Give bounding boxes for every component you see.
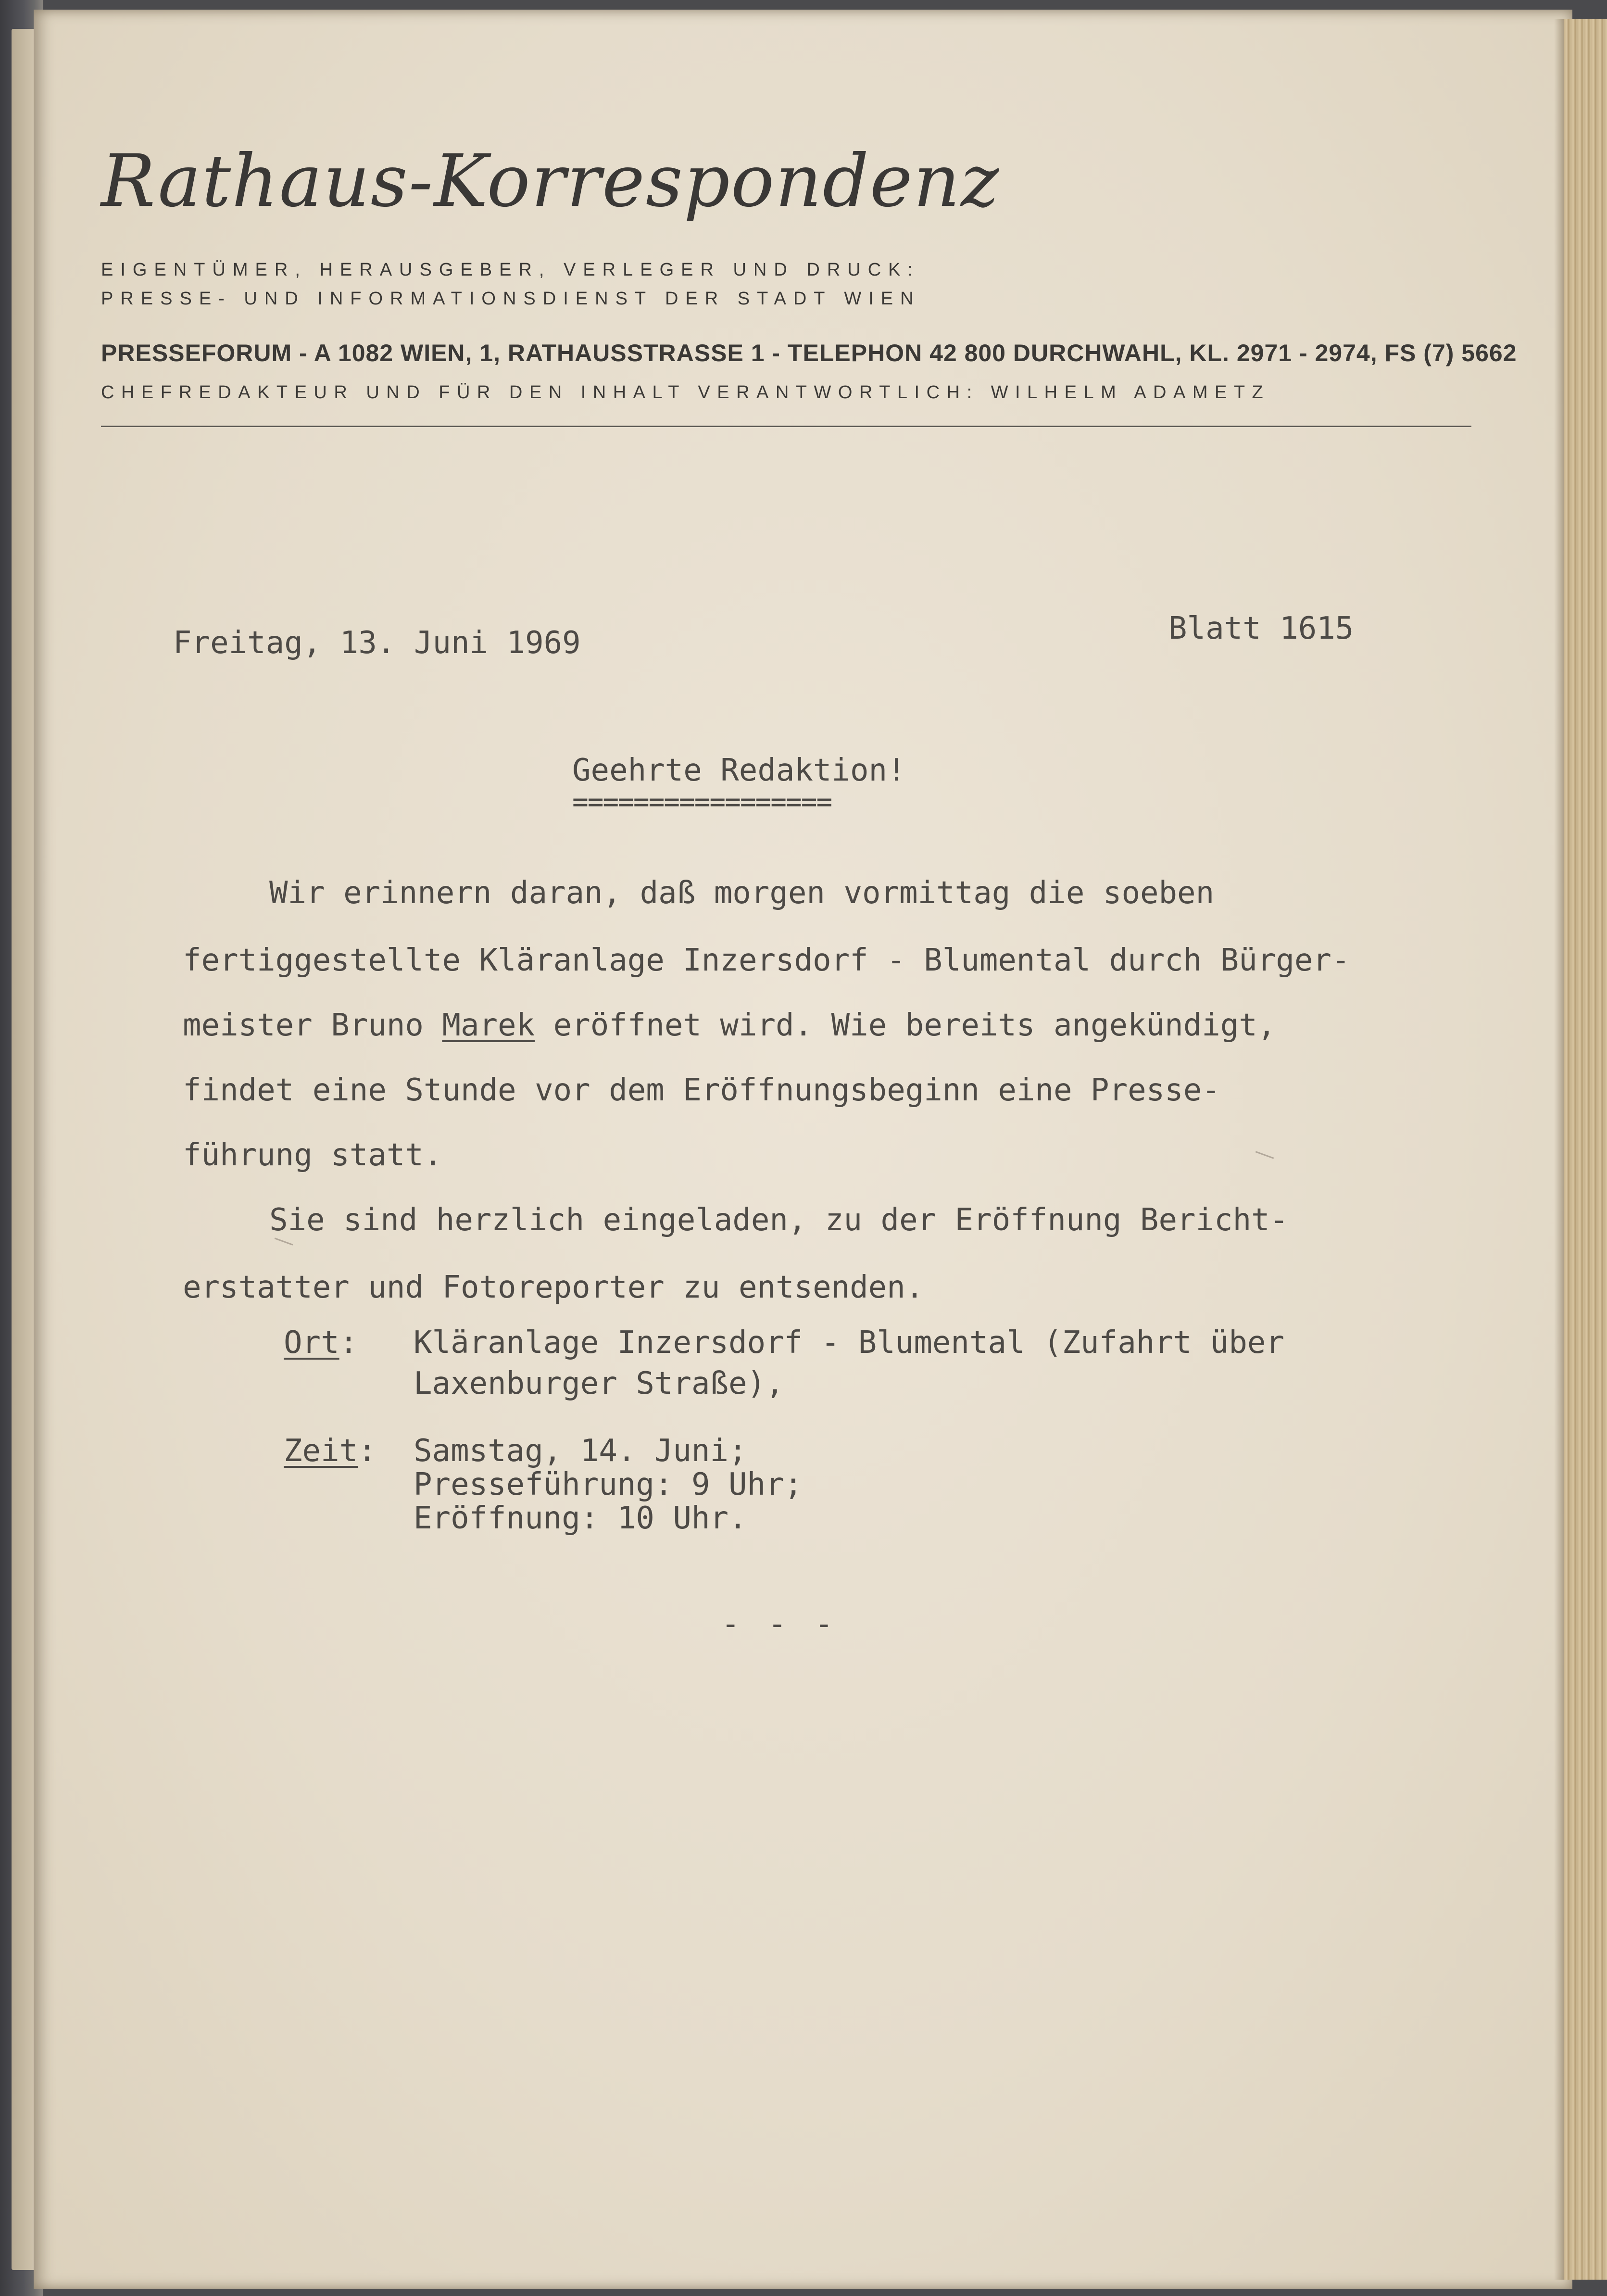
body-line: findet eine Stunde vor dem Eröffnungsbeginn eine Presse- <box>183 1072 1220 1108</box>
body-text: meister Bruno <box>183 1008 442 1043</box>
paper-smudge <box>275 1237 293 1246</box>
body-line: Sie sind herzlich eingeladen, zu der Eröffnung Bericht- <box>269 1202 1289 1238</box>
ort-label <box>284 1325 358 1361</box>
location-line: Laxenburger Straße), <box>414 1366 784 1401</box>
publisher-line: PRESSE- UND INFORMATIONSDIENST DER STADT WIEN <box>101 289 921 309</box>
body-line: fertiggestellte Kläranlage Inzersdorf - Blumental durch Bürger- <box>183 943 1350 978</box>
owner-line: EIGENTÜMER, HERAUSGEBER, VERLEGER UND DRUCK: <box>101 260 920 280</box>
zeit-label-text: Zeit <box>284 1433 358 1469</box>
zeit-label <box>284 1433 377 1469</box>
body-line: erstatter und Fotoreporter zu entsenden. <box>183 1270 924 1305</box>
document-date: Freitag, 13. Juni 1969 <box>173 625 581 661</box>
time-line: Presseführung: 9 Uhr; <box>414 1467 803 1502</box>
document-page <box>34 10 1572 2289</box>
time-line: Samstag, 14. Juni; <box>414 1433 747 1469</box>
page-edges <box>1564 19 1607 2280</box>
page-edges-shadow <box>1554 19 1564 2280</box>
address-line: PRESSEFORUM - A 1082 WIEN, 1, RATHAUSSTRASSE 1 - TELEPHON 42 800 DURCHWAHL, KL. 2971 - 2974, FS (7) 5662 <box>101 340 1517 366</box>
body-line <box>183 1008 1276 1043</box>
ort-label-text: Ort <box>284 1325 339 1361</box>
paper-smudge <box>1255 1151 1274 1159</box>
masthead-title: Rathaus-Korrespondenz <box>101 139 1000 223</box>
time-line: Eröffnung: 10 Uhr. <box>414 1501 747 1536</box>
ort-colon: : <box>339 1325 358 1361</box>
mayor-name: Marek <box>442 1008 535 1043</box>
body-line: führung statt. <box>183 1137 442 1173</box>
sheet-number: Blatt 1615 <box>1168 611 1354 646</box>
end-mark: - - - <box>721 1606 838 1642</box>
body-text: eröffnet wird. Wie bereits angekündigt, <box>535 1008 1276 1043</box>
salutation: Geehrte Redaktion! <box>572 753 906 788</box>
zeit-colon: : <box>358 1433 377 1469</box>
salutation-underline: ================= <box>572 786 832 818</box>
editor-line: CHEFREDAKTEUR UND FÜR DEN INHALT VERANTWORTLICH: WILHELM ADAMETZ <box>101 382 1270 403</box>
location-line: Kläranlage Inzersdorf - Blumental (Zufahrt über <box>414 1325 1284 1361</box>
body-line: Wir erinnern daran, daß morgen vormittag die soeben <box>269 875 1215 911</box>
header-divider <box>101 426 1471 427</box>
